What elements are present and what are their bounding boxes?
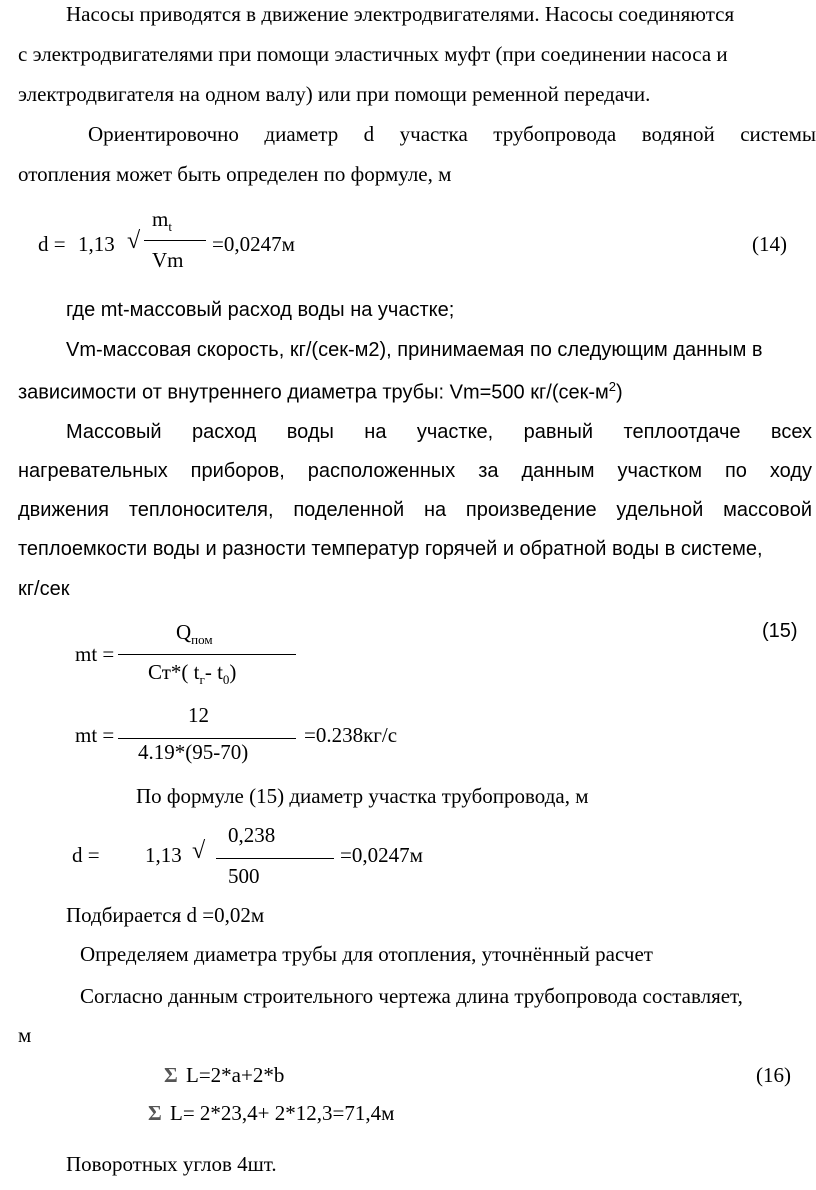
- formula-d-result: =0,0247м: [340, 843, 423, 867]
- formula-14-fraction-bar: [144, 240, 206, 241]
- formula-d-fraction-bar: [216, 858, 334, 859]
- formula-15-numerator: $Q_{пом}$: [176, 620, 213, 648]
- formula-15-calc-result: =0.238кг/с: [304, 723, 398, 747]
- paragraph-6-line-1: Согласно данным строительного чертежа длина трубопровода составляет,: [80, 984, 743, 1008]
- paragraph-1-line-1: Насосы приводятся в движение электродвигателями. Насосы соединяются: [66, 2, 735, 26]
- formula-14-numerator: $m_t$: [152, 207, 172, 235]
- where-line-3: зависимости от внутреннего диаметра трубы: Vm=500 $кг/(сек-м^2)$: [18, 379, 623, 404]
- turns-count: Поворотных углов 4шт.: [66, 1152, 277, 1176]
- formula-14-result: =0,0247м: [212, 232, 295, 256]
- formula-16-number: (16): [756, 1063, 791, 1087]
- formula-16-expression: L=2*a+2*b: [186, 1063, 285, 1087]
- diameter-choice: Подбирается d =0,02м: [66, 903, 265, 927]
- formula-15-calc-numerator: 12: [188, 703, 209, 727]
- paragraph-3-line-3: движения теплоносителя, поделенной на произведение удельной массовой: [18, 499, 812, 521]
- formula-d-lhs: d =: [72, 843, 100, 867]
- formula-d-denominator: 500: [228, 864, 260, 888]
- paragraph-1-line-2: с электродвигателями при помощи эластичных муфт (при соединении насоса и: [18, 42, 728, 66]
- formula-15-lhs: mt =: [75, 642, 115, 666]
- paragraph-3-line-5: кг/сек: [18, 578, 70, 600]
- paragraph-4: По формуле (15) диаметр участка трубопровода, м: [136, 784, 589, 808]
- sqrt-icon: √: [192, 838, 206, 864]
- where-line-1: где mt-массовый расход воды на участке;: [66, 299, 455, 321]
- sigma-icon: Σ: [148, 1101, 162, 1125]
- formula-15-calc-fraction-bar: [118, 738, 296, 739]
- where-line-2: Vm-массовая скорость, кг/(сек-м2), принимаемая по следующим данным в: [66, 339, 763, 361]
- formula-14-denominator: Vm: [152, 248, 184, 272]
- paragraph-3-line-4: теплоемкости воды и разности температур горячей и обратной воды в системе,: [18, 538, 763, 560]
- formula-15-fraction-bar: [118, 654, 296, 655]
- formula-16-calc-expression: L= 2*23,4+ 2*12,3=71,4м: [170, 1101, 395, 1125]
- formula-14-coefficient: 1,13: [78, 232, 115, 256]
- paragraph-2-line-2: отопления может быть определен по формуле, м: [18, 162, 452, 186]
- paragraph-6-line-2: м: [18, 1023, 32, 1047]
- paragraph-3-line-2: нагревательных приборов, расположенных за данным участком по ходу: [18, 460, 812, 482]
- paragraph-5: Определяем диаметра трубы для отопления, уточнённый расчет: [80, 942, 653, 966]
- sigma-icon: Σ: [164, 1063, 178, 1087]
- paragraph-1-line-3: электродвигателя на одном валу) или при помощи ременной передачи.: [18, 82, 651, 106]
- formula-14-lhs: d =: [38, 232, 66, 256]
- paragraph-3-line-1: Массовый расход воды на участке, равный теплоотдаче всех: [66, 421, 812, 443]
- formula-d-coefficient: 1,13: [145, 843, 182, 867]
- formula-15-calc-denominator: 4.19*(95-70): [138, 740, 249, 764]
- formula-15-calc-lhs: mt =: [75, 723, 115, 747]
- formula-15-number: (15): [762, 620, 798, 642]
- formula-14-number: (14): [752, 232, 787, 256]
- sqrt-icon: √: [127, 228, 141, 254]
- paragraph-2-line-1: Ориентировочно диаметр d участка трубопровода водяной системы: [88, 122, 816, 146]
- formula-15-denominator: Ст*( $t_г-$ $t_0$): [148, 660, 237, 688]
- formula-d-numerator: 0,238: [228, 823, 276, 847]
